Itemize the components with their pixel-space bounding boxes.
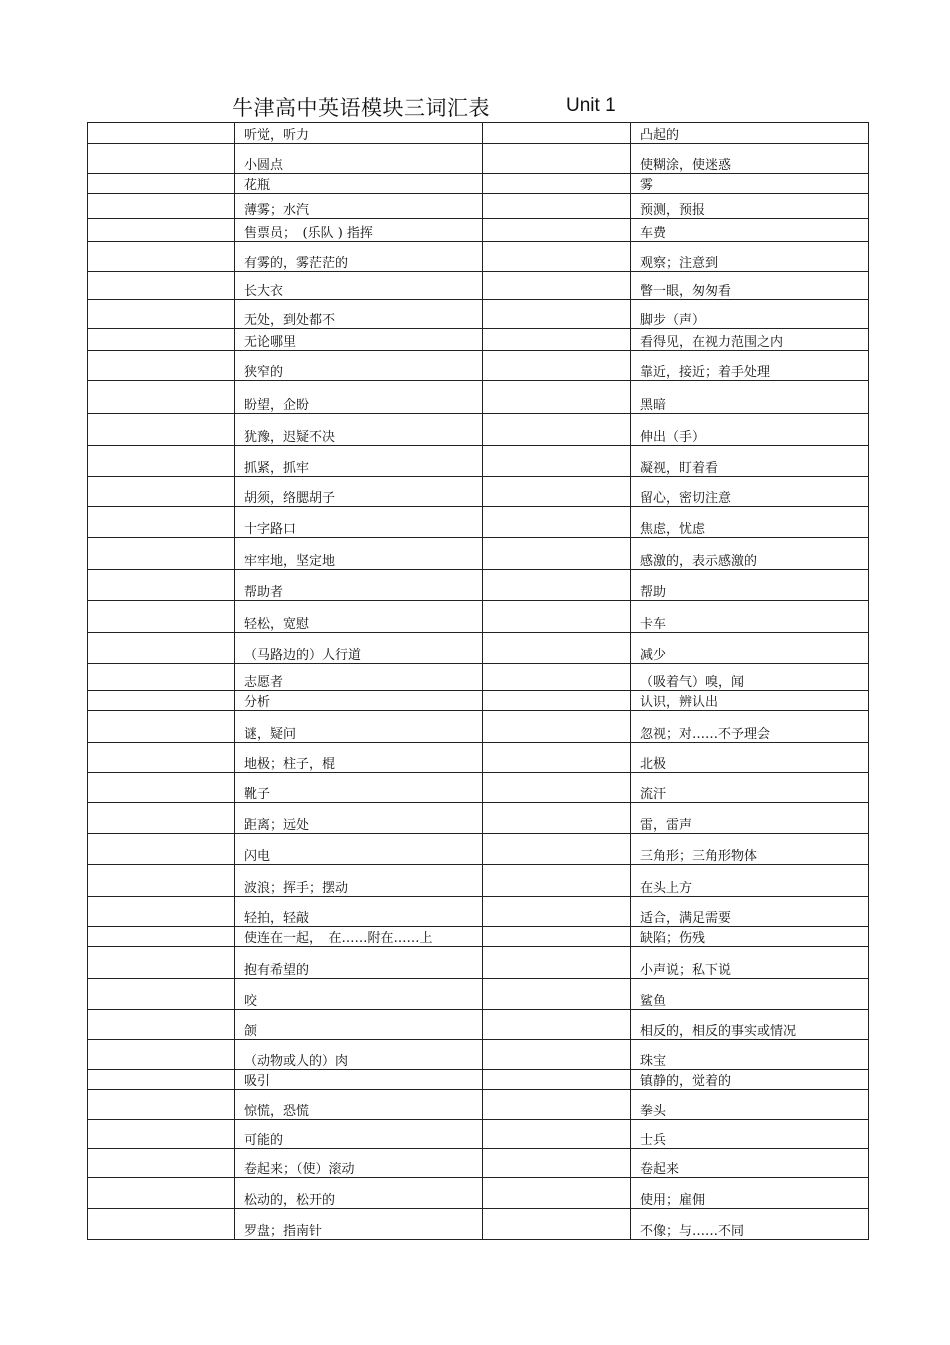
meaning-cell-right: 使糊涂，使迷惑 (631, 144, 869, 174)
word-cell-right (483, 897, 631, 927)
word-cell-left (88, 1149, 235, 1178)
table-row (88, 1090, 869, 1120)
meaning-cell-left: 盼望，企盼 (235, 381, 483, 414)
word-cell-right (483, 601, 631, 633)
word-cell-left (88, 691, 235, 711)
word-cell-left (88, 446, 235, 477)
table-row (88, 947, 869, 979)
meaning-cell-left: 使连在一起， 在……附在……上 (235, 927, 483, 947)
word-cell-left (88, 414, 235, 446)
meaning-cell-left: 志愿者 (235, 664, 483, 691)
meaning-cell-left: 抱有希望的 (235, 947, 483, 979)
meaning-cell-left: 颌 (235, 1010, 483, 1040)
meaning-cell-left: 有雾的，雾茫茫的 (235, 242, 483, 272)
meaning-cell-left: 闪电 (235, 834, 483, 865)
meaning-cell-left: 胡须，络腮胡子 (235, 477, 483, 507)
word-cell-right (483, 507, 631, 538)
meaning-cell-right: 伸出（手） (631, 414, 869, 446)
vocabulary-table-body (88, 123, 869, 1240)
meaning-cell-right: （吸着气）嗅，闻 (631, 664, 869, 691)
word-cell-left (88, 927, 235, 947)
table-row (88, 1010, 869, 1040)
word-cell-right (483, 711, 631, 743)
meaning-cell-right: 卡车 (631, 601, 869, 633)
table-row (88, 144, 869, 174)
word-cell-right (483, 691, 631, 711)
word-cell-right (483, 633, 631, 664)
word-cell-right (483, 1090, 631, 1120)
word-cell-right (483, 123, 631, 144)
table-row (88, 897, 869, 927)
meaning-cell-left: 无处，到处都不 (235, 300, 483, 329)
word-cell-left (88, 979, 235, 1010)
word-cell-left (88, 803, 235, 834)
word-cell-left (88, 507, 235, 538)
meaning-cell-right: 缺陷；伤残 (631, 927, 869, 947)
word-cell-right (483, 743, 631, 773)
word-cell-left (88, 743, 235, 773)
word-cell-right (483, 381, 631, 414)
meaning-cell-left: 犹豫，迟疑不决 (235, 414, 483, 446)
word-cell-left (88, 144, 235, 174)
word-cell-left (88, 1070, 235, 1090)
meaning-cell-right: 卷起来 (631, 1149, 869, 1178)
word-cell-right (483, 570, 631, 601)
meaning-cell-right: 使用；雇佣 (631, 1178, 869, 1209)
meaning-cell-right: 认识，辨认出 (631, 691, 869, 711)
meaning-cell-right: 雾 (631, 174, 869, 194)
meaning-cell-right: 焦虑，忧虑 (631, 507, 869, 538)
word-cell-right (483, 1209, 631, 1240)
table-row (88, 1178, 869, 1209)
word-cell-right (483, 242, 631, 272)
word-cell-left (88, 1010, 235, 1040)
meaning-cell-left: 轻拍，轻敲 (235, 897, 483, 927)
meaning-cell-right: 忽视；对……不予理会 (631, 711, 869, 743)
word-cell-left (88, 947, 235, 979)
meaning-cell-left: （动物或人的）肉 (235, 1040, 483, 1070)
word-cell-left (88, 1120, 235, 1149)
table-row (88, 477, 869, 507)
meaning-cell-right: 瞥一眼，匆匆看 (631, 272, 869, 300)
meaning-cell-left: 波浪；挥手；摆动 (235, 865, 483, 897)
meaning-cell-right: 在头上方 (631, 865, 869, 897)
table-row (88, 601, 869, 633)
meaning-cell-left: 卷起来；（使）滚动 (235, 1149, 483, 1178)
word-cell-left (88, 1178, 235, 1209)
table-row (88, 1040, 869, 1070)
word-cell-right (483, 194, 631, 219)
word-cell-right (483, 803, 631, 834)
word-cell-right (483, 1149, 631, 1178)
word-cell-left (88, 570, 235, 601)
word-cell-left (88, 194, 235, 219)
meaning-cell-left: 罗盘；指南针 (235, 1209, 483, 1240)
table-row (88, 507, 869, 538)
meaning-cell-left: 听觉，听力 (235, 123, 483, 144)
table-row (88, 272, 869, 300)
word-cell-right (483, 219, 631, 242)
word-cell-left (88, 477, 235, 507)
word-cell-right (483, 329, 631, 351)
meaning-cell-right: 帮助 (631, 570, 869, 601)
table-row (88, 1070, 869, 1090)
word-cell-right (483, 1010, 631, 1040)
meaning-cell-left: 距离；远处 (235, 803, 483, 834)
meaning-cell-left: 牢牢地，坚定地 (235, 538, 483, 570)
meaning-cell-left: 可能的 (235, 1120, 483, 1149)
meaning-cell-right: 流汗 (631, 773, 869, 803)
meaning-cell-right: 镇静的，觉着的 (631, 1070, 869, 1090)
word-cell-left (88, 123, 235, 144)
meaning-cell-right: 珠宝 (631, 1040, 869, 1070)
word-cell-right (483, 834, 631, 865)
meaning-cell-right: 不像；与……不同 (631, 1209, 869, 1240)
word-cell-left (88, 351, 235, 381)
meaning-cell-right: 小声说；私下说 (631, 947, 869, 979)
table-row (88, 1209, 869, 1240)
word-cell-right (483, 927, 631, 947)
table-row (88, 194, 869, 219)
word-cell-right (483, 865, 631, 897)
word-cell-left (88, 381, 235, 414)
table-row (88, 865, 869, 897)
word-cell-left (88, 865, 235, 897)
meaning-cell-left: 无论哪里 (235, 329, 483, 351)
word-cell-left (88, 1090, 235, 1120)
table-row (88, 691, 869, 711)
word-cell-left (88, 272, 235, 300)
meaning-cell-left: 咬 (235, 979, 483, 1010)
word-cell-right (483, 144, 631, 174)
meaning-cell-left: 十字路口 (235, 507, 483, 538)
table-row (88, 446, 869, 477)
table-row (88, 1120, 869, 1149)
meaning-cell-right: 感激的，表示感激的 (631, 538, 869, 570)
meaning-cell-left: 地极；柱子，棍 (235, 743, 483, 773)
word-cell-right (483, 477, 631, 507)
word-cell-left (88, 1040, 235, 1070)
table-row (88, 1149, 869, 1178)
word-cell-left (88, 773, 235, 803)
word-cell-left (88, 329, 235, 351)
meaning-cell-left: 长大衣 (235, 272, 483, 300)
meaning-cell-right: 雷，雷声 (631, 803, 869, 834)
word-cell-right (483, 979, 631, 1010)
meaning-cell-left: 狭窄的 (235, 351, 483, 381)
word-cell-right (483, 1040, 631, 1070)
table-row (88, 381, 869, 414)
meaning-cell-right: 车费 (631, 219, 869, 242)
vocabulary-table (87, 122, 869, 1240)
meaning-cell-right: 适合，满足需要 (631, 897, 869, 927)
table-row (88, 570, 869, 601)
table-row (88, 743, 869, 773)
meaning-cell-right: 黑暗 (631, 381, 869, 414)
meaning-cell-right: 预测，预报 (631, 194, 869, 219)
word-cell-left (88, 242, 235, 272)
unit-label: Unit 1 (566, 95, 616, 116)
table-row (88, 803, 869, 834)
word-cell-right (483, 538, 631, 570)
meaning-cell-right: 靠近，接近；着手处理 (631, 351, 869, 381)
meaning-cell-left: 吸引 (235, 1070, 483, 1090)
meaning-cell-left: 帮助者 (235, 570, 483, 601)
word-cell-left (88, 601, 235, 633)
word-cell-left (88, 633, 235, 664)
table-row (88, 414, 869, 446)
word-cell-right (483, 414, 631, 446)
table-row (88, 633, 869, 664)
table-row (88, 174, 869, 194)
meaning-cell-left: 分析 (235, 691, 483, 711)
table-row (88, 834, 869, 865)
table-row (88, 300, 869, 329)
table-row (88, 219, 869, 242)
word-cell-right (483, 174, 631, 194)
word-cell-right (483, 664, 631, 691)
table-row (88, 242, 869, 272)
table-row (88, 123, 869, 144)
meaning-cell-right: 观察；注意到 (631, 242, 869, 272)
meaning-cell-right: 北极 (631, 743, 869, 773)
word-cell-right (483, 947, 631, 979)
table-row (88, 927, 869, 947)
word-cell-left (88, 711, 235, 743)
meaning-cell-left: （马路边的）人行道 (235, 633, 483, 664)
table-row (88, 711, 869, 743)
word-cell-right (483, 351, 631, 381)
meaning-cell-right: 士兵 (631, 1120, 869, 1149)
table-row (88, 329, 869, 351)
table-row (88, 979, 869, 1010)
word-cell-left (88, 300, 235, 329)
word-cell-left (88, 834, 235, 865)
word-cell-left (88, 1209, 235, 1240)
word-cell-right (483, 773, 631, 803)
meaning-cell-right: 三角形；三角形物体 (631, 834, 869, 865)
meaning-cell-left: 惊慌，恐慌 (235, 1090, 483, 1120)
word-cell-right (483, 1070, 631, 1090)
meaning-cell-right: 凝视，盯着看 (631, 446, 869, 477)
word-cell-left (88, 219, 235, 242)
meaning-cell-right: 看得见，在视力范围之内 (631, 329, 869, 351)
table-row (88, 664, 869, 691)
meaning-cell-left: 谜，疑问 (235, 711, 483, 743)
meaning-cell-right: 脚步（声） (631, 300, 869, 329)
meaning-cell-right: 拳头 (631, 1090, 869, 1120)
table-row (88, 351, 869, 381)
page-title: 牛津高中英语模块三词汇表 (232, 96, 490, 120)
word-cell-right (483, 1120, 631, 1149)
table-row (88, 538, 869, 570)
word-cell-right (483, 1178, 631, 1209)
meaning-cell-left: 薄雾；水汽 (235, 194, 483, 219)
meaning-cell-left: 花瓶 (235, 174, 483, 194)
word-cell-left (88, 897, 235, 927)
meaning-cell-left: 轻松，宽慰 (235, 601, 483, 633)
meaning-cell-right: 减少 (631, 633, 869, 664)
word-cell-right (483, 446, 631, 477)
meaning-cell-right: 凸起的 (631, 123, 869, 144)
word-cell-left (88, 174, 235, 194)
meaning-cell-right: 相反的，相反的事实或情况 (631, 1010, 869, 1040)
word-cell-left (88, 664, 235, 691)
meaning-cell-left: 抓紧，抓牢 (235, 446, 483, 477)
meaning-cell-left: 售票员； (乐队 ) 指挥 (235, 219, 483, 242)
meaning-cell-right: 留心，密切注意 (631, 477, 869, 507)
meaning-cell-left: 靴子 (235, 773, 483, 803)
word-cell-right (483, 300, 631, 329)
meaning-cell-left: 小圆点 (235, 144, 483, 174)
word-cell-left (88, 538, 235, 570)
meaning-cell-right: 鲨鱼 (631, 979, 869, 1010)
table-row (88, 773, 869, 803)
meaning-cell-left: 松动的，松开的 (235, 1178, 483, 1209)
word-cell-right (483, 272, 631, 300)
